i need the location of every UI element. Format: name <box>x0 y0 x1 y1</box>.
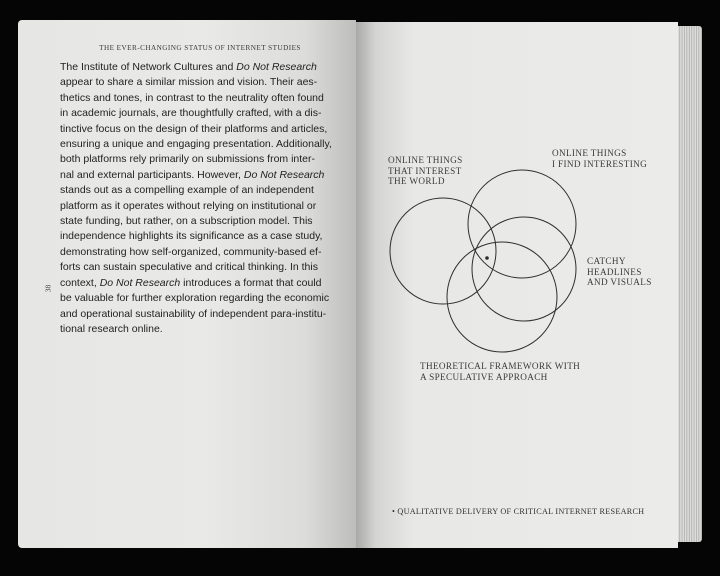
label-line: THEORETICAL FRAMEWORK WITH <box>420 361 581 371</box>
body-text-segment: tinctive focus on the design of their platforms and articles, <box>60 122 328 135</box>
venn-intersection-dot <box>485 256 489 260</box>
body-text-segment: context, <box>60 276 100 289</box>
body-text-segment: be valuable for further exploration regarding the economic <box>60 292 330 305</box>
body-text-segment: in academic journals, are thoughtfully crafted, with a dis- <box>60 107 322 120</box>
italic-title: Do Not Research <box>236 61 317 73</box>
venn-label-find-interesting <box>552 148 647 169</box>
venn-circle-world <box>390 198 496 304</box>
body-text-segment: forts can sustain speculative and critical thinking. In this <box>60 261 318 274</box>
body-text-segment: ensuring a unique and engaging presentation. Additionally, <box>60 138 332 151</box>
venn-label-interest-world <box>388 155 463 187</box>
body-text-segment: appear to share a similar mission and vision. Their aes- <box>60 76 318 89</box>
venn-label-theoretical-framework <box>420 361 580 382</box>
label-line: CATCHY <box>587 256 626 266</box>
italic-title: Do Not Research <box>243 168 325 181</box>
venn-circle-theoretical <box>447 242 557 352</box>
label-line: AND VISUALS <box>587 277 652 288</box>
label-line: ONLINE THINGS <box>388 155 463 165</box>
body-text-segment: nal and external participants. However, <box>60 168 244 181</box>
label-line: THAT INTEREST <box>388 165 462 176</box>
footnote: • QUALITATIVE DELIVERY OF CRITICAL INTERNET RESEARCH <box>392 507 645 516</box>
body-text-segment: independence highlights its significance as a case study, <box>60 230 323 243</box>
body-text-segment: and operational sustainability of independent para-institu- <box>60 307 327 320</box>
body-text-segment: platform as it operates without relying on institutional or <box>60 199 317 212</box>
body-text-segment: stands out as a compelling example of an independent <box>60 184 314 197</box>
running-head: THE EVER-CHANGING STATUS OF INTERNET STUDIES <box>99 44 301 52</box>
body-text-segment: The Institute of Network Cultures and <box>60 61 237 73</box>
body-text-segment: both platforms rely primarily on submissions from inter- <box>60 153 315 166</box>
label-line: HEADLINES <box>587 266 642 277</box>
label-line: I FIND INTERESTING <box>552 158 648 169</box>
page-number: 38 <box>43 284 53 293</box>
body-text-segment: demonstrating how self-organized, community-based ef- <box>60 245 322 258</box>
italic-title: Do Not Research <box>99 276 181 289</box>
body-text-segment: introduces a format that could <box>180 276 322 289</box>
body-text-segment: tional research online. <box>60 322 163 335</box>
venn-circle-catchy <box>472 217 576 321</box>
label-line: THE WORLD <box>388 176 445 187</box>
body-text-segment: state funding, but rather, on a subscription model. This <box>60 215 313 228</box>
body-text-segment: thetics and tones, in contrast to the neutrality often found <box>60 91 324 104</box>
venn-circle-interesting <box>468 170 576 278</box>
label-line: A SPECULATIVE APPROACH <box>420 371 548 382</box>
venn-label-catchy-headlines <box>587 256 652 288</box>
label-line: ONLINE THINGS <box>552 148 627 158</box>
